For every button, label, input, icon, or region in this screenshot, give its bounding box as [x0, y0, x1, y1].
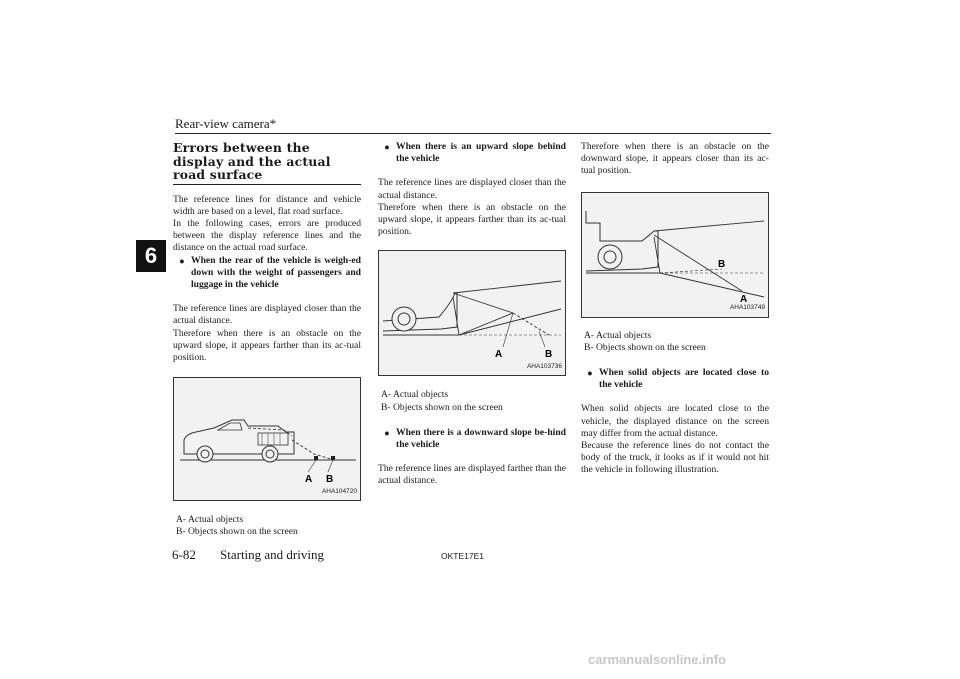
paragraph: The reference lines are displayed closer than the actual distance. [378, 177, 566, 201]
paragraph: Because the reference lines do not contact the body of the truck, it looks as if it would not hit the vehicle in following illustration. [581, 440, 769, 476]
bullet-item [581, 367, 769, 391]
illustration-downward-slope [582, 193, 768, 317]
illustration-truck-weighted [174, 378, 360, 500]
legend-b: B- Objects shown on the screen [176, 526, 298, 538]
label-a: A [305, 474, 313, 486]
bullet-text: When solid objects are located close to the vehicle [599, 367, 769, 391]
running-header: Rear-view camera* [175, 116, 277, 131]
section-heading: Errors between the display and the actual road surface [173, 141, 361, 185]
watermark: carmanualsonline.info [588, 652, 726, 667]
paragraph: Therefore when there is an obstacle on the upward slope, it appears farther than its ac-tual position. [378, 201, 566, 238]
paragraph: The reference lines are displayed closer than the actual distance. [173, 303, 361, 327]
paragraph: In the following cases, errors are produced between the display reference lines and the distance on the actual road surface. [173, 217, 361, 254]
bullet-icon: ● [384, 142, 390, 152]
label-b: B [326, 474, 334, 486]
column-3 [581, 141, 769, 477]
legend-b: B- Objects shown on the screen [584, 341, 706, 353]
bullet-item [378, 141, 566, 165]
header-rule [175, 133, 771, 134]
figure-code: AHA104720 [321, 487, 357, 495]
page-number: 6-82 [172, 547, 196, 562]
bullet-text: When the rear of the vehicle is weigh-ed down with the weight of passengers and luggage in the vehicle [191, 254, 361, 290]
figure-code: AHA103736 [526, 363, 562, 371]
bullet-text: When there is an upward slope behind the vehicle [396, 141, 566, 165]
bullet-icon: ● [179, 255, 185, 266]
paragraph: Therefore when there is an obstacle on the upward slope, it appears farther than its ac-tual position. [173, 327, 361, 363]
column-2 [378, 141, 566, 488]
section-name: Starting and driving [220, 547, 324, 562]
chapter-tab: 6 [136, 240, 166, 272]
column-1 [173, 141, 361, 539]
figure-downward-slope [581, 192, 769, 318]
legend-a: A- Actual objects [584, 329, 652, 341]
label-b: B [718, 258, 726, 270]
figure-weighted-rear [173, 377, 361, 501]
bullet-icon: ● [587, 368, 593, 379]
legend-a: A- Actual objects [381, 389, 449, 401]
bullet-item [378, 427, 566, 451]
figure-code: AHA103749 [729, 304, 765, 312]
label-a: A [740, 293, 748, 305]
paragraph: The reference lines for distance and vehicle width are based on a level, flat road surface. [173, 193, 361, 217]
paragraph: The reference lines are displayed farther than the actual distance. [378, 463, 566, 487]
label-a: A [495, 349, 503, 361]
document-code: OKTE17E1 [441, 551, 484, 561]
bullet-text: When there is a downward slope be-hind the vehicle [396, 426, 566, 451]
legend-a: A- Actual objects [176, 514, 244, 526]
paragraph: Therefore when there is an obstacle on the downward slope, it appears closer than its ac-tual position. [581, 141, 769, 177]
figure-upward-slope [378, 250, 566, 376]
illustration-upward-slope [379, 251, 565, 375]
label-b: B [545, 349, 553, 361]
legend-b: B- Objects shown on the screen [381, 401, 503, 413]
paragraph: When solid objects are located close to the vehicle, the displayed distance on the screen may differ from the actual distance. [581, 403, 769, 439]
bullet-icon: ● [384, 427, 390, 438]
bullet-item [173, 255, 361, 292]
